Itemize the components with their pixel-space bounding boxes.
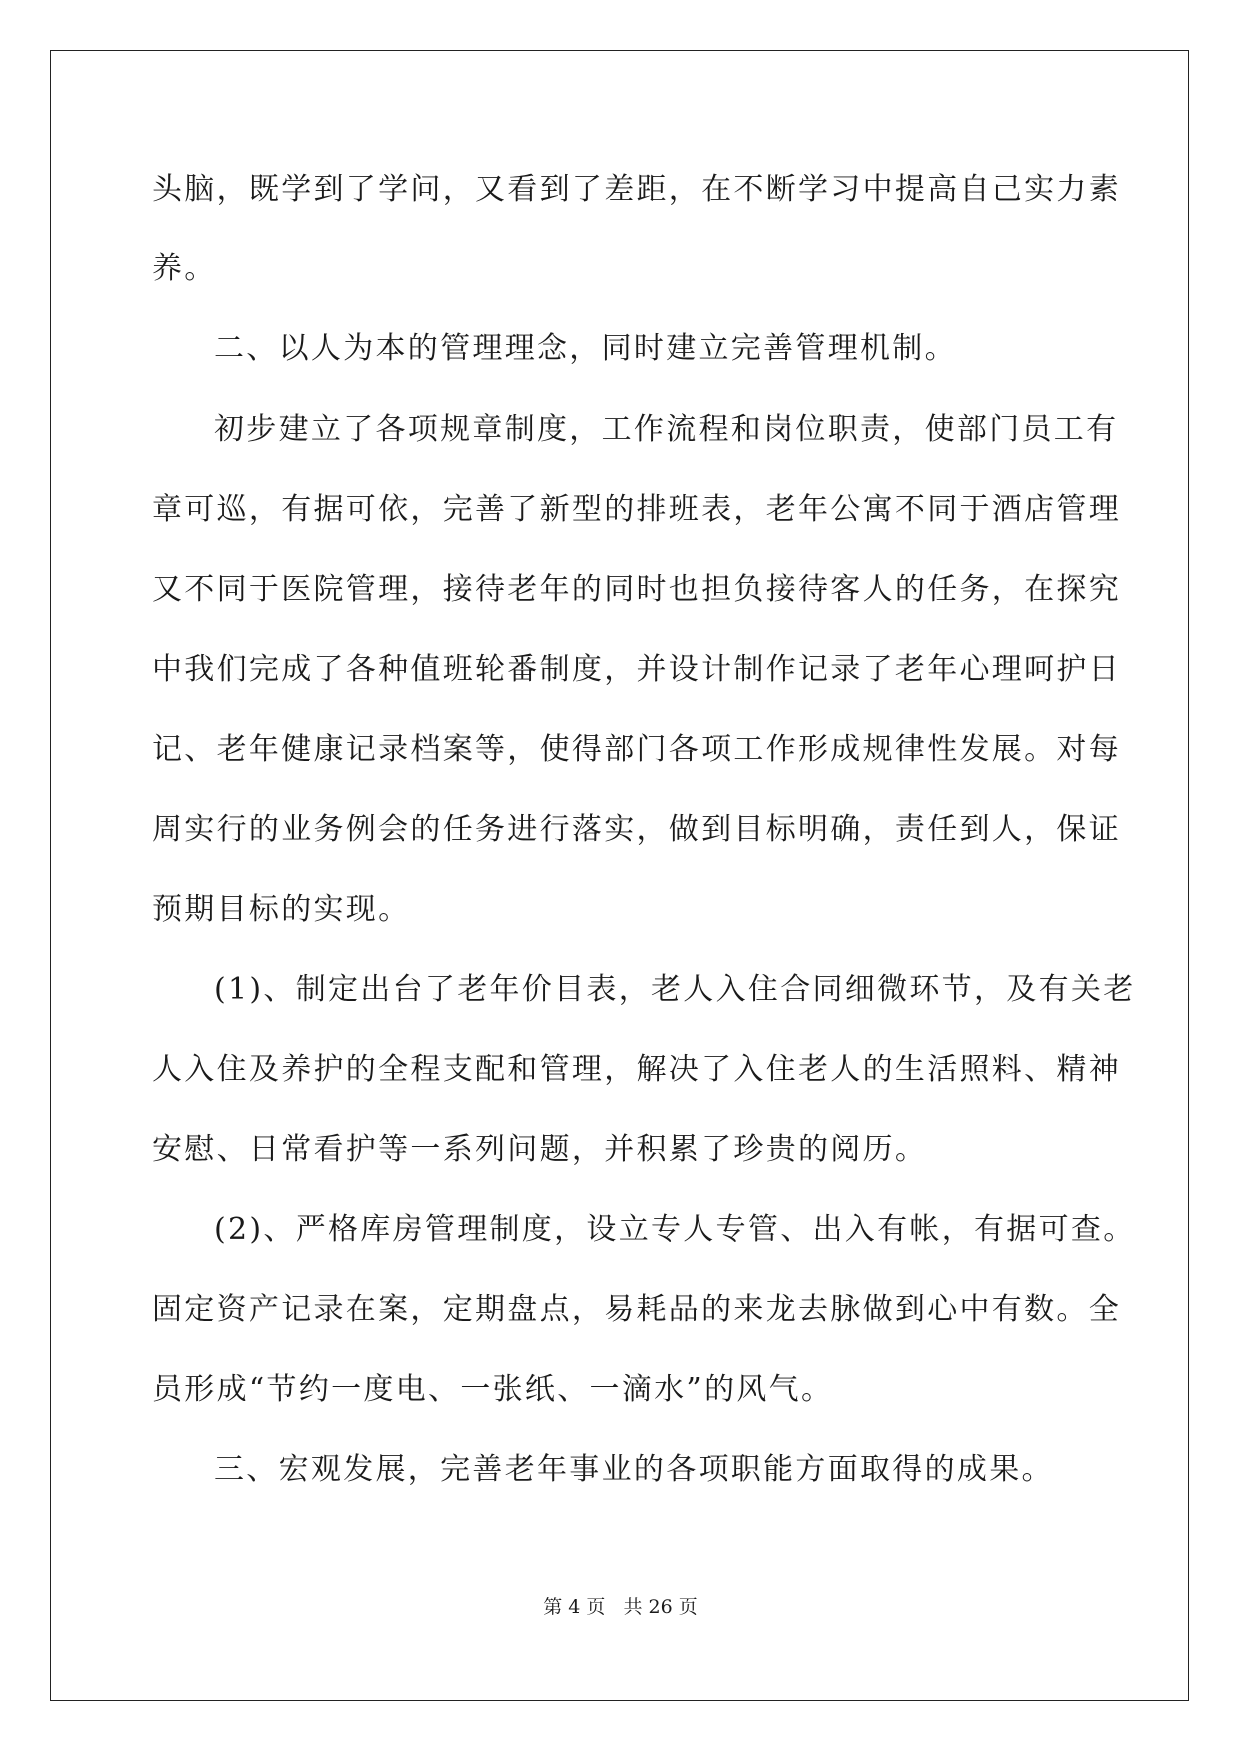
text-line: 安慰、日常看护等一系列问题，并积累了珍贵的阅历。 [152,1132,928,1167]
text-line: 初步建立了各项规章制度，工作流程和岗位职责，使部门员工有 [214,412,1119,447]
page-number-footer: 第 4 页 共 26 页 [543,1596,698,1618]
text-line: 章可巡，有据可依，完善了新型的排班表，老年公寓不同于酒店管理 [152,492,1121,527]
text-line: 员形成“节约一度电、一张纸、一滴水”的风气。 [152,1372,834,1407]
text-line: 预期目标的实现。 [152,892,411,927]
text-line: 养。 [152,251,217,286]
text-line: 又不同于医院管理，接待老年的同时也担负接待客人的任务，在探究 [152,572,1121,607]
text-line: 中我们完成了各种值班轮番制度，并设计制作记录了老年心理呵护日 [152,652,1121,687]
text-line: 周实行的业务例会的任务进行落实，做到目标明确，责任到人，保证 [152,812,1121,847]
section-heading: 三、宏观发展，完善老年事业的各项职能方面取得的成果。 [214,1452,1054,1487]
text-line: 固定资产记录在案，定期盘点，易耗品的来龙去脉做到心中有数。全 [152,1292,1121,1327]
text-line: (2)、严格库房管理制度，设立专人专管、出入有帐，有据可查。 [214,1212,1136,1247]
text-line: 人入住及养护的全程支配和管理，解决了入住老人的生活照料、精神 [152,1052,1121,1087]
section-heading: 二、以人为本的管理理念，同时建立完善管理机制。 [214,331,957,366]
text-line: 头脑，既学到了学问，又看到了差距，在不断学习中提高自己实力素 [152,172,1121,207]
text-line: 记、老年健康记录档案等，使得部门各项工作形成规律性发展。对每 [152,732,1121,767]
text-line: (1)、制定出台了老年价目表，老人入住合同细微环节，及有关老 [214,972,1136,1007]
